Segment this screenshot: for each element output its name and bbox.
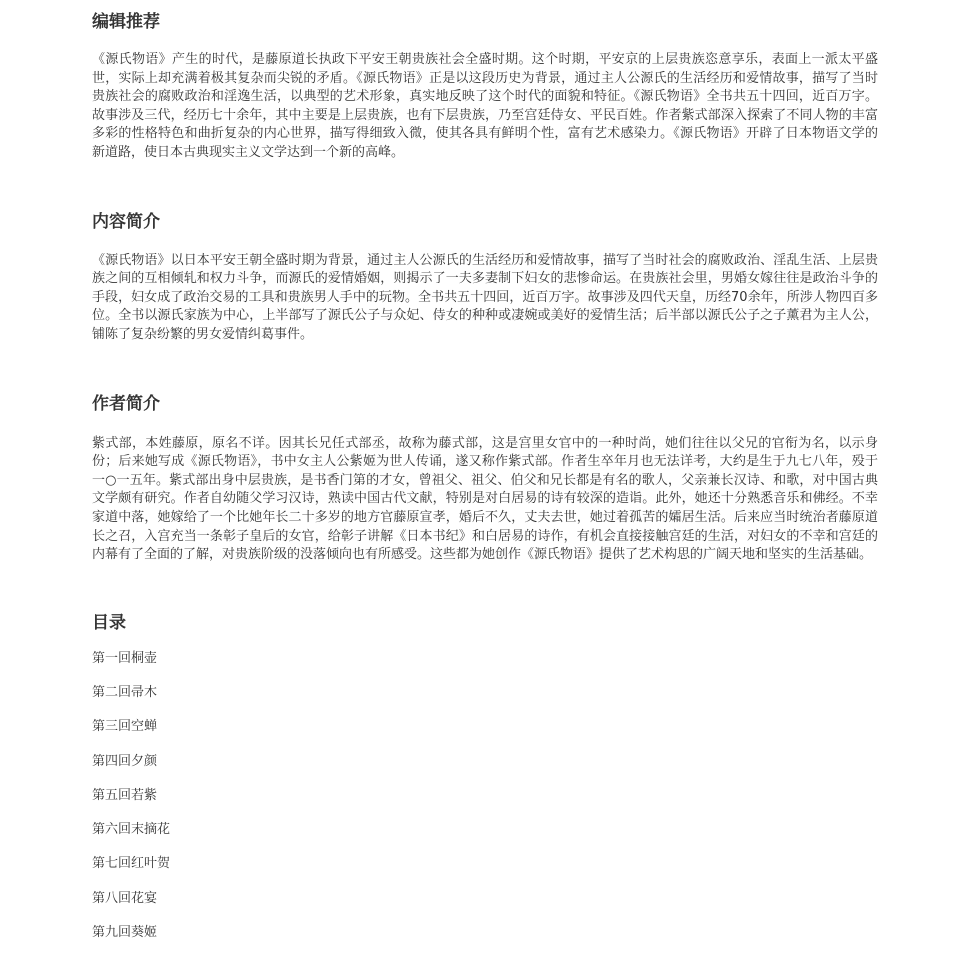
table-of-contents-section [92, 609, 878, 958]
table-of-contents-title: 目录 [92, 612, 126, 633]
chapter-link[interactable]: 第四回夕颜 [92, 753, 158, 769]
book-detail-page [92, 8, 878, 957]
chapter-link[interactable]: 第七回红叶贺 [92, 856, 171, 872]
chapter-link[interactable]: 第二回帚木 [92, 684, 158, 700]
editor-recommendation-section [92, 8, 878, 163]
author-intro-section [92, 390, 878, 565]
chapter-list [92, 649, 878, 958]
content-summary-section [92, 208, 878, 345]
chapter-link[interactable]: 第八回花宴 [92, 890, 158, 906]
chapter-link[interactable]: 第九回葵姬 [92, 925, 158, 941]
chapter-link[interactable]: 第六回末摘花 [92, 822, 171, 838]
editor-recommendation-text: 《源氏物语》产生的时代，是藤原道长执政下平安王朝贵族社会全盛时期。这个时期，平安京的上层贵族恣意享乐，表面上一派太平盛世，实际上却充满着极其复杂而尖锐的矛盾。《源氏物语》正是以这段历史为背景，通过主人公源氏的生活经历和爱情故事，描写了当时贵族社会的腐败政治和淫逸生活，以典型的艺术形象，真实地反映了这个时代的面貌和特征。《源氏物语》全书共五十四回，近百万字。故事涉及三代，经历七十余年，其中主要是上层贵族，也有下层贵族，乃至宫廷侍女、平民百姓。作者紫式部深入探索了不同人物的丰富多彩的性格特色和曲折复杂的内心世界，描写得细致入微，使其各具有鲜明个性，富有艺术感染力。《源氏物语》开辟了日本物语文学的新道路，使日本古典现实主义文学达到一个新的高峰。 [92, 52, 878, 160]
editor-recommendation-title: 编辑推荐 [92, 12, 160, 32]
content-summary-text: 《源氏物语》以日本平安王朝全盛时期为背景，通过主人公源氏的生活经历和爱情故事，描写了当时社会的腐败政治、淫乱生活、上层贵族之间的互相倾轧和权力斗争，而源氏的爱情婚姻，则揭示了一夫多妻制下妇女的悲惨命运。在贵族社会里，男婚女嫁往往是政治斗争的手段，妇女成了政治交易的工具和贵族男人手中的玩物。全书共五十四回，近百万字。故事涉及四代天皇，历经70余年，所涉人物四百多位。全书以源氏家族为中心，上半部写了源氏公子与众妃、侍女的种种或凄婉或美好的爱情生活；后半部以源氏公子之子薰君为主人公，铺陈了复杂纷繁的男女爱情纠葛事件。 [92, 252, 878, 342]
chapter-link[interactable]: 第五回若紫 [92, 787, 158, 803]
chapter-link[interactable]: 第三回空蝉 [92, 719, 158, 735]
chapter-link[interactable]: 第一回桐壶 [92, 650, 158, 666]
author-intro-text: 紫式部，本姓藤原，原名不详。因其长兄任式部丞，故称为藤式部，这是宫里女官中的一种时尚，她们往往以父兄的官衔为名，以示身份；后来她写成《源氏物语》，书中女主人公紫姬为世人传诵，遂又称作紫式部。作者生卒年月也无法详考，大约是生于九七八年，殁于一○一五年。紫式部出身中层贵族，是书香门第的才女，曾祖父、祖父、伯父和兄长都是有名的歌人，父亲兼长汉诗、和歌，对中国古典文学颇有研究。作者自幼随父学习汉诗，熟读中国古代文献，特别是对白居易的诗有较深的造诣。此外，她还十分熟悉音乐和佛经。不幸家道中落，她嫁给了一个比她年长二十多岁的地方官藤原宣孝，婚后不久，丈夫去世，她过着孤苦的孀居生活。后来应当时统治者藤原道长之召，入宫充当一条彰子皇后的女官，给彰子讲解《日本书纪》和白居易的诗作，有机会直接接触宫廷的生活，对妇女的不幸和宫廷的内幕有了全面的了解，对贵族阶级的没落倾向也有所感受。这些都为她创作《源氏物语》提供了艺术构思的广阔天地和坚实的生活基础。 [92, 435, 878, 563]
author-intro-title: 作者简介 [92, 393, 160, 414]
content-summary-title: 内容简介 [92, 211, 160, 232]
